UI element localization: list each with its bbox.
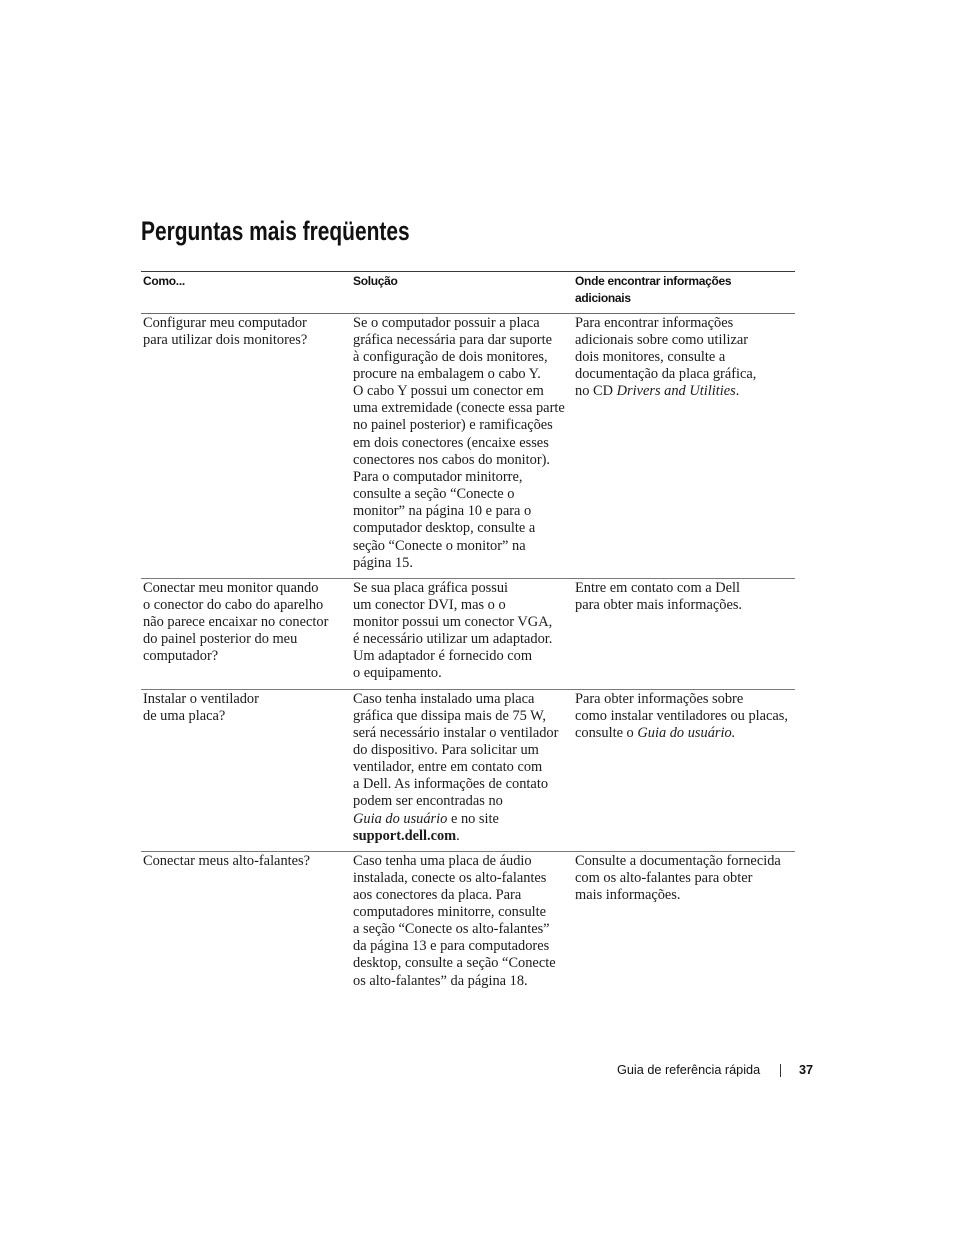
text-line — [575, 725, 788, 742]
text-line: seção “Conecte o monitor” na — [353, 537, 526, 554]
text-line: monitor” na página 10 e para o — [353, 503, 532, 520]
text-line: computador? — [143, 648, 219, 665]
text-line: documentação da placa gráfica, — [575, 365, 757, 382]
cell-info — [575, 580, 742, 614]
text-line: uma extremidade (conecte essa parte — [353, 400, 565, 417]
text-line: Se o computador possuir a placa — [353, 314, 540, 331]
cell-how — [143, 315, 307, 349]
text-line: não parece encaixar no conector — [143, 613, 329, 630]
page-number: 37 — [799, 1062, 814, 1077]
text-line: Para o computador minitorre, — [353, 468, 523, 485]
italic-title-text: Guia do usuário — [353, 810, 448, 827]
text-line: aos conectores da placa. Para — [353, 886, 522, 903]
text-line: a seção “Conecte os alto-falantes” — [353, 921, 550, 938]
text-segment: . — [735, 383, 740, 400]
text-line: dois monitores, consulte a — [575, 348, 726, 365]
text-line: como instalar ventiladores ou placas, — [575, 707, 788, 724]
text-line: computador desktop, consulte a — [353, 520, 536, 537]
text-line: os alto-falantes” da página 18. — [353, 972, 528, 989]
page-title: Perguntas mais freqüentes — [141, 216, 410, 246]
cell-solution — [353, 580, 552, 683]
text-line: o conector do cabo do aparelho — [143, 596, 324, 613]
text-line: página 15. — [353, 554, 413, 571]
text-line: Conectar meus alto-falantes? — [143, 852, 311, 869]
text-line: Conectar meu monitor quando — [143, 579, 319, 596]
footer-separator — [780, 1064, 781, 1077]
faq-table — [141, 271, 795, 1031]
italic-title-text: Guia do usuário — [637, 724, 732, 741]
text-line: Entre em contato com a Dell — [575, 579, 741, 596]
text-line: do painel posterior do meu — [143, 630, 298, 647]
text-line: de uma placa? — [143, 707, 226, 724]
text-line: no painel posterior) e ramificações — [353, 417, 553, 434]
header-text-line: Solução — [353, 273, 398, 288]
text-line: ventilador, entre em contato com — [353, 759, 543, 776]
support-url-text: support.dell.com — [353, 827, 457, 844]
text-line: Caso tenha uma placa de áudio — [353, 852, 532, 869]
table-header-row — [141, 273, 795, 313]
cell-how — [143, 853, 310, 870]
text-line: é necessário utilizar um adaptador. — [353, 630, 553, 647]
column-header-info — [575, 273, 731, 307]
text-line: gráfica necessária para dar suporte — [353, 331, 552, 348]
footer-guide-title: Guia de referência rápida — [617, 1062, 761, 1077]
text-segment: no CD — [575, 383, 617, 400]
text-segment: . — [456, 827, 460, 844]
cell-info — [575, 315, 756, 401]
cell-how — [143, 580, 328, 666]
text-line: com os alto-falantes para obter — [575, 869, 753, 886]
column-header-solution — [353, 273, 398, 290]
text-line — [575, 383, 756, 400]
text-line: Para obter informações sobre — [575, 690, 744, 707]
text-line: para utilizar dois monitores? — [143, 331, 308, 348]
cell-solution — [353, 853, 556, 990]
italic-title-text: Drivers and Utilities — [616, 383, 736, 400]
cell-solution — [353, 315, 565, 572]
text-line: um conector DVI, mas o o — [353, 596, 506, 613]
header-text-line: Como... — [143, 273, 185, 288]
text-line: Instalar o ventilador — [143, 690, 259, 707]
text-line: Configurar meu computador — [143, 314, 307, 331]
text-line: da página 13 e para computadores — [353, 938, 550, 955]
text-line: procure na embalagem o cabo Y. — [353, 365, 541, 382]
column-header-how — [143, 273, 185, 290]
text-line: podem ser encontradas no — [353, 793, 503, 810]
cell-info — [575, 853, 781, 904]
text-segment: e no site — [447, 810, 499, 827]
text-line: Um adaptador é fornecido com — [353, 648, 533, 665]
text-line: monitor possui um conector VGA, — [353, 613, 553, 630]
text-line — [353, 828, 558, 845]
text-line: do dispositivo. Para solicitar um — [353, 741, 539, 758]
text-line: mais informações. — [575, 886, 681, 903]
text-line: em dois conectores (encaixe esses — [353, 434, 549, 451]
text-line — [353, 811, 558, 828]
text-line: Consulte a documentação fornecida — [575, 852, 781, 869]
text-line: instalada, conecte os alto-falantes — [353, 869, 547, 886]
text-line: adicionais sobre como utilizar — [575, 331, 749, 348]
text-line: O cabo Y possui um conector em — [353, 383, 544, 400]
text-segment: . — [731, 724, 736, 741]
cell-solution — [353, 691, 558, 845]
text-line: conectores nos cabos do monitor). — [353, 451, 551, 468]
cell-info — [575, 691, 788, 742]
text-line: consulte a seção “Conecte o — [353, 486, 515, 503]
cell-how — [143, 691, 259, 725]
header-text-line: Onde encontrar informações — [575, 273, 732, 288]
text-line: à configuração de dois monitores, — [353, 348, 548, 365]
text-line: computadores minitorre, consulte — [353, 903, 547, 920]
text-line: Para encontrar informações — [575, 314, 734, 331]
text-line: Se sua placa gráfica possui — [353, 579, 509, 596]
text-segment: consulte o — [575, 724, 638, 741]
text-line: será necessário instalar o ventilador — [353, 724, 559, 741]
text-line: Caso tenha instalado uma placa — [353, 690, 535, 707]
text-line: para obter mais informações. — [575, 596, 743, 613]
text-line: desktop, consulte a seção “Conecte — [353, 955, 556, 972]
text-line: o equipamento. — [353, 665, 442, 682]
text-line: gráfica que dissipa mais de 75 W, — [353, 707, 547, 724]
header-text-line: adicionais — [575, 290, 631, 305]
text-line: a Dell. As informações de contato — [353, 776, 549, 793]
